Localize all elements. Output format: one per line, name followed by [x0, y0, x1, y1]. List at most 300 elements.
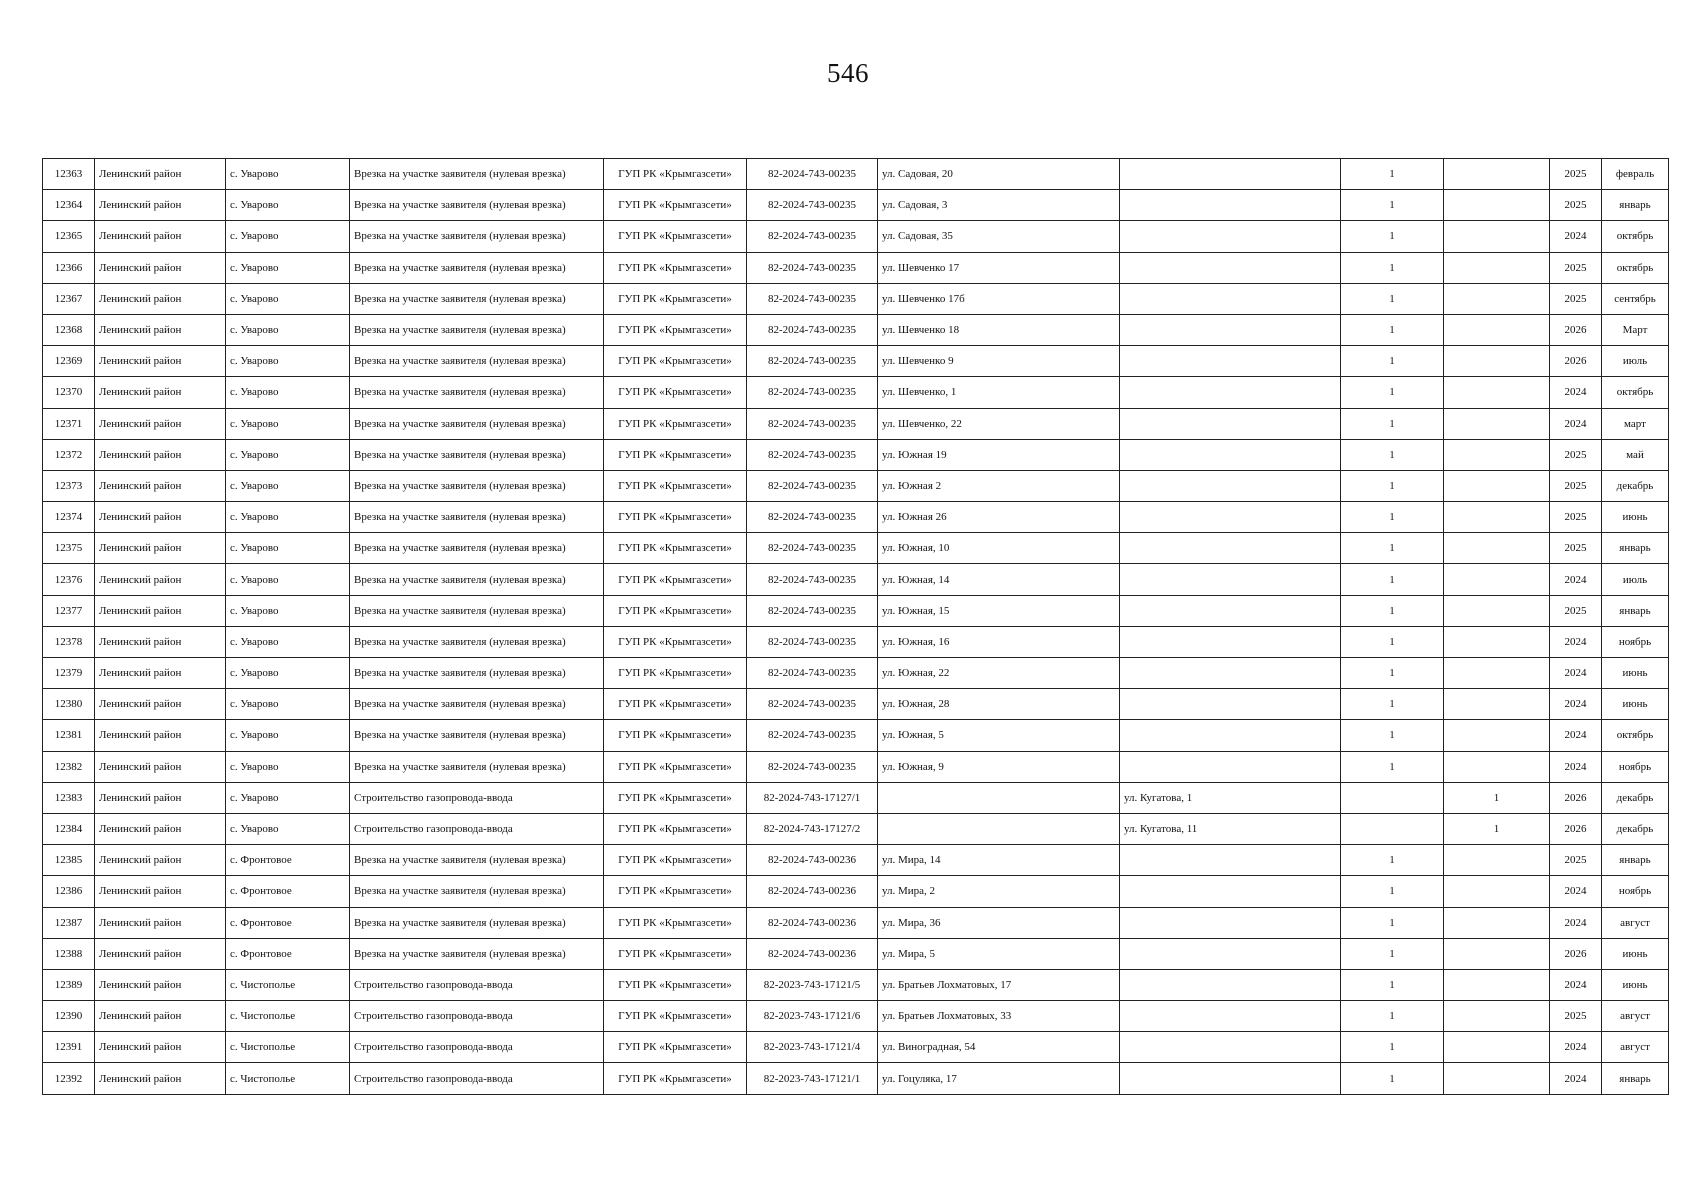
- registry-table: [42, 158, 1669, 1095]
- row-number: 12383: [43, 782, 95, 813]
- work-type-cell: Врезка на участке заявителя (нулевая врезка): [350, 938, 604, 969]
- address-cell: ул. Мира, 14: [878, 845, 1120, 876]
- row-number: 12388: [43, 938, 95, 969]
- table-row: [43, 751, 1669, 782]
- village-cell: с. Уварово: [226, 283, 350, 314]
- address-alt-cell: [1120, 159, 1341, 190]
- row-number: 12366: [43, 252, 95, 283]
- quantity-alt-cell: [1444, 190, 1550, 221]
- quantity-alt-cell: [1444, 907, 1550, 938]
- address-cell: ул. Садовая, 35: [878, 221, 1120, 252]
- program-code-cell: 82-2024-743-17127/2: [747, 813, 878, 844]
- year-cell: 2025: [1550, 439, 1602, 470]
- month-cell: июнь: [1602, 969, 1669, 1000]
- row-number: 12376: [43, 564, 95, 595]
- month-cell: ноябрь: [1602, 626, 1669, 657]
- address-cell: ул. Мира, 5: [878, 938, 1120, 969]
- program-code-cell: 82-2024-743-00236: [747, 876, 878, 907]
- month-cell: январь: [1602, 190, 1669, 221]
- quantity-cell: 1: [1341, 658, 1444, 689]
- row-number: 12378: [43, 626, 95, 657]
- work-type-cell: Врезка на участке заявителя (нулевая врезка): [350, 564, 604, 595]
- district-cell: Ленинский район: [95, 782, 226, 813]
- table-row: [43, 439, 1669, 470]
- quantity-alt-cell: [1444, 595, 1550, 626]
- address-cell: ул. Гоцуляка, 17: [878, 1063, 1120, 1094]
- address-alt-cell: [1120, 221, 1341, 252]
- program-code-cell: 82-2024-743-00235: [747, 658, 878, 689]
- row-number: 12384: [43, 813, 95, 844]
- address-cell: ул. Садовая, 20: [878, 159, 1120, 190]
- village-cell: с. Уварово: [226, 813, 350, 844]
- address-alt-cell: [1120, 190, 1341, 221]
- month-cell: январь: [1602, 533, 1669, 564]
- year-cell: 2025: [1550, 845, 1602, 876]
- year-cell: 2024: [1550, 564, 1602, 595]
- quantity-cell: 1: [1341, 159, 1444, 190]
- village-cell: с. Фронтовое: [226, 845, 350, 876]
- quantity-alt-cell: [1444, 533, 1550, 564]
- village-cell: с. Уварово: [226, 626, 350, 657]
- organization-cell: ГУП РК «Крымгазсети»: [604, 314, 747, 345]
- district-cell: Ленинский район: [95, 1032, 226, 1063]
- village-cell: с. Уварово: [226, 782, 350, 813]
- month-cell: декабрь: [1602, 470, 1669, 501]
- address-alt-cell: [1120, 283, 1341, 314]
- quantity-cell: 1: [1341, 720, 1444, 751]
- district-cell: Ленинский район: [95, 969, 226, 1000]
- table-row: [43, 876, 1669, 907]
- organization-cell: ГУП РК «Крымгазсети»: [604, 1032, 747, 1063]
- program-code-cell: 82-2024-743-00235: [747, 720, 878, 751]
- address-cell: [878, 782, 1120, 813]
- year-cell: 2026: [1550, 782, 1602, 813]
- work-type-cell: Строительство газопровода-ввода: [350, 813, 604, 844]
- quantity-cell: 1: [1341, 938, 1444, 969]
- address-cell: ул. Шевченко, 1: [878, 377, 1120, 408]
- district-cell: Ленинский район: [95, 689, 226, 720]
- year-cell: 2024: [1550, 408, 1602, 439]
- district-cell: Ленинский район: [95, 658, 226, 689]
- address-cell: ул. Южная, 14: [878, 564, 1120, 595]
- quantity-cell: 1: [1341, 1032, 1444, 1063]
- month-cell: июнь: [1602, 689, 1669, 720]
- address-cell: ул. Братьев Лохматовых, 17: [878, 969, 1120, 1000]
- address-alt-cell: [1120, 470, 1341, 501]
- organization-cell: ГУП РК «Крымгазсети»: [604, 969, 747, 1000]
- organization-cell: ГУП РК «Крымгазсети»: [604, 1063, 747, 1094]
- organization-cell: ГУП РК «Крымгазсети»: [604, 190, 747, 221]
- organization-cell: ГУП РК «Крымгазсети»: [604, 159, 747, 190]
- address-cell: ул. Мира, 2: [878, 876, 1120, 907]
- organization-cell: ГУП РК «Крымгазсети»: [604, 658, 747, 689]
- village-cell: с. Уварово: [226, 221, 350, 252]
- table-row: [43, 564, 1669, 595]
- district-cell: Ленинский район: [95, 283, 226, 314]
- quantity-alt-cell: [1444, 876, 1550, 907]
- address-cell: ул. Шевченко 9: [878, 346, 1120, 377]
- address-cell: ул. Южная, 28: [878, 689, 1120, 720]
- program-code-cell: 82-2024-743-00235: [747, 470, 878, 501]
- work-type-cell: Врезка на участке заявителя (нулевая врезка): [350, 346, 604, 377]
- month-cell: Март: [1602, 314, 1669, 345]
- year-cell: 2025: [1550, 470, 1602, 501]
- address-alt-cell: [1120, 907, 1341, 938]
- district-cell: Ленинский район: [95, 876, 226, 907]
- month-cell: июнь: [1602, 658, 1669, 689]
- work-type-cell: Врезка на участке заявителя (нулевая врезка): [350, 159, 604, 190]
- organization-cell: ГУП РК «Крымгазсети»: [604, 876, 747, 907]
- table-row: [43, 252, 1669, 283]
- row-number: 12364: [43, 190, 95, 221]
- organization-cell: ГУП РК «Крымгазсети»: [604, 845, 747, 876]
- work-type-cell: Врезка на участке заявителя (нулевая врезка): [350, 408, 604, 439]
- address-alt-cell: [1120, 1001, 1341, 1032]
- address-cell: ул. Южная, 16: [878, 626, 1120, 657]
- quantity-alt-cell: [1444, 346, 1550, 377]
- row-number: 12390: [43, 1001, 95, 1032]
- work-type-cell: Врезка на участке заявителя (нулевая врезка): [350, 221, 604, 252]
- program-code-cell: 82-2024-743-00235: [747, 502, 878, 533]
- village-cell: с. Уварово: [226, 658, 350, 689]
- address-alt-cell: [1120, 876, 1341, 907]
- table-row: [43, 813, 1669, 844]
- address-cell: ул. Шевченко 18: [878, 314, 1120, 345]
- quantity-cell: 1: [1341, 533, 1444, 564]
- quantity-alt-cell: [1444, 252, 1550, 283]
- district-cell: Ленинский район: [95, 1063, 226, 1094]
- program-code-cell: 82-2024-743-00235: [747, 533, 878, 564]
- row-number: 12380: [43, 689, 95, 720]
- quantity-cell: 1: [1341, 377, 1444, 408]
- table-row: [43, 502, 1669, 533]
- quantity-cell: 1: [1341, 595, 1444, 626]
- district-cell: Ленинский район: [95, 845, 226, 876]
- address-alt-cell: [1120, 564, 1341, 595]
- month-cell: июнь: [1602, 502, 1669, 533]
- organization-cell: ГУП РК «Крымгазсети»: [604, 720, 747, 751]
- row-number: 12369: [43, 346, 95, 377]
- quantity-alt-cell: [1444, 502, 1550, 533]
- program-code-cell: 82-2024-743-00236: [747, 907, 878, 938]
- organization-cell: ГУП РК «Крымгазсети»: [604, 377, 747, 408]
- work-type-cell: Врезка на участке заявителя (нулевая врезка): [350, 658, 604, 689]
- year-cell: 2024: [1550, 626, 1602, 657]
- village-cell: с. Уварово: [226, 502, 350, 533]
- row-number: 12391: [43, 1032, 95, 1063]
- address-alt-cell: ул. Кугатова, 11: [1120, 813, 1341, 844]
- quantity-cell: 1: [1341, 969, 1444, 1000]
- address-alt-cell: [1120, 439, 1341, 470]
- village-cell: с. Уварово: [226, 689, 350, 720]
- quantity-alt-cell: [1444, 439, 1550, 470]
- village-cell: с. Чистополье: [226, 1032, 350, 1063]
- organization-cell: ГУП РК «Крымгазсети»: [604, 907, 747, 938]
- table-row: [43, 408, 1669, 439]
- row-number: 12367: [43, 283, 95, 314]
- work-type-cell: Врезка на участке заявителя (нулевая врезка): [350, 377, 604, 408]
- program-code-cell: 82-2024-743-17127/1: [747, 782, 878, 813]
- month-cell: май: [1602, 439, 1669, 470]
- quantity-alt-cell: [1444, 564, 1550, 595]
- address-alt-cell: [1120, 626, 1341, 657]
- month-cell: ноябрь: [1602, 751, 1669, 782]
- month-cell: август: [1602, 907, 1669, 938]
- quantity-cell: 1: [1341, 190, 1444, 221]
- work-type-cell: Врезка на участке заявителя (нулевая врезка): [350, 439, 604, 470]
- address-cell: ул. Шевченко, 22: [878, 408, 1120, 439]
- quantity-cell: 1: [1341, 252, 1444, 283]
- quantity-alt-cell: 1: [1444, 782, 1550, 813]
- work-type-cell: Врезка на участке заявителя (нулевая врезка): [350, 502, 604, 533]
- quantity-alt-cell: [1444, 377, 1550, 408]
- program-code-cell: 82-2024-743-00235: [747, 689, 878, 720]
- district-cell: Ленинский район: [95, 720, 226, 751]
- village-cell: с. Уварово: [226, 314, 350, 345]
- organization-cell: ГУП РК «Крымгазсети»: [604, 564, 747, 595]
- month-cell: январь: [1602, 1063, 1669, 1094]
- month-cell: июнь: [1602, 938, 1669, 969]
- year-cell: 2025: [1550, 595, 1602, 626]
- month-cell: октябрь: [1602, 221, 1669, 252]
- year-cell: 2025: [1550, 1001, 1602, 1032]
- month-cell: июль: [1602, 346, 1669, 377]
- village-cell: с. Чистополье: [226, 1001, 350, 1032]
- work-type-cell: Врезка на участке заявителя (нулевая врезка): [350, 876, 604, 907]
- address-cell: ул. Южная, 22: [878, 658, 1120, 689]
- program-code-cell: 82-2024-743-00235: [747, 314, 878, 345]
- district-cell: Ленинский район: [95, 595, 226, 626]
- address-cell: ул. Южная, 15: [878, 595, 1120, 626]
- table-row: [43, 283, 1669, 314]
- quantity-cell: 1: [1341, 876, 1444, 907]
- program-code-cell: 82-2024-743-00235: [747, 190, 878, 221]
- row-number: 12392: [43, 1063, 95, 1094]
- quantity-alt-cell: [1444, 408, 1550, 439]
- district-cell: Ленинский район: [95, 907, 226, 938]
- row-number: 12389: [43, 969, 95, 1000]
- village-cell: с. Уварово: [226, 346, 350, 377]
- work-type-cell: Врезка на участке заявителя (нулевая врезка): [350, 689, 604, 720]
- table-row: [43, 626, 1669, 657]
- row-number: 12377: [43, 595, 95, 626]
- quantity-alt-cell: [1444, 221, 1550, 252]
- table-row: [43, 1001, 1669, 1032]
- month-cell: июль: [1602, 564, 1669, 595]
- work-type-cell: Врезка на участке заявителя (нулевая врезка): [350, 595, 604, 626]
- work-type-cell: Врезка на участке заявителя (нулевая врезка): [350, 751, 604, 782]
- district-cell: Ленинский район: [95, 377, 226, 408]
- month-cell: ноябрь: [1602, 876, 1669, 907]
- year-cell: 2025: [1550, 190, 1602, 221]
- address-cell: [878, 813, 1120, 844]
- program-code-cell: 82-2024-743-00235: [747, 252, 878, 283]
- address-alt-cell: [1120, 408, 1341, 439]
- quantity-cell: [1341, 782, 1444, 813]
- quantity-cell: 1: [1341, 751, 1444, 782]
- quantity-cell: 1: [1341, 221, 1444, 252]
- village-cell: с. Уварово: [226, 159, 350, 190]
- table-row: [43, 221, 1669, 252]
- quantity-alt-cell: [1444, 720, 1550, 751]
- village-cell: с. Фронтовое: [226, 907, 350, 938]
- organization-cell: ГУП РК «Крымгазсети»: [604, 1001, 747, 1032]
- program-code-cell: 82-2024-743-00235: [747, 159, 878, 190]
- quantity-cell: 1: [1341, 439, 1444, 470]
- organization-cell: ГУП РК «Крымгазсети»: [604, 408, 747, 439]
- district-cell: Ленинский район: [95, 252, 226, 283]
- work-type-cell: Строительство газопровода-ввода: [350, 969, 604, 1000]
- row-number: 12382: [43, 751, 95, 782]
- program-code-cell: 82-2024-743-00235: [747, 283, 878, 314]
- village-cell: с. Уварово: [226, 439, 350, 470]
- program-code-cell: 82-2023-743-17121/4: [747, 1032, 878, 1063]
- village-cell: с. Уварово: [226, 595, 350, 626]
- district-cell: Ленинский район: [95, 751, 226, 782]
- quantity-alt-cell: [1444, 1063, 1550, 1094]
- organization-cell: ГУП РК «Крымгазсети»: [604, 221, 747, 252]
- row-number: 12385: [43, 845, 95, 876]
- quantity-cell: 1: [1341, 283, 1444, 314]
- village-cell: с. Уварово: [226, 470, 350, 501]
- quantity-cell: 1: [1341, 1063, 1444, 1094]
- row-number: 12370: [43, 377, 95, 408]
- work-type-cell: Строительство газопровода-ввода: [350, 1001, 604, 1032]
- district-cell: Ленинский район: [95, 813, 226, 844]
- month-cell: август: [1602, 1032, 1669, 1063]
- month-cell: октябрь: [1602, 377, 1669, 408]
- month-cell: декабрь: [1602, 813, 1669, 844]
- quantity-cell: 1: [1341, 1001, 1444, 1032]
- table-row: [43, 658, 1669, 689]
- year-cell: 2025: [1550, 533, 1602, 564]
- work-type-cell: Врезка на участке заявителя (нулевая врезка): [350, 470, 604, 501]
- registry-body: [43, 159, 1669, 1095]
- table-row: [43, 689, 1669, 720]
- month-cell: октябрь: [1602, 252, 1669, 283]
- table-row: [43, 346, 1669, 377]
- address-alt-cell: [1120, 720, 1341, 751]
- year-cell: 2024: [1550, 720, 1602, 751]
- organization-cell: ГУП РК «Крымгазсети»: [604, 502, 747, 533]
- address-alt-cell: [1120, 533, 1341, 564]
- district-cell: Ленинский район: [95, 502, 226, 533]
- month-cell: январь: [1602, 845, 1669, 876]
- table-row: [43, 470, 1669, 501]
- address-cell: ул. Виноградная, 54: [878, 1032, 1120, 1063]
- quantity-cell: 1: [1341, 689, 1444, 720]
- address-cell: ул. Южная, 5: [878, 720, 1120, 751]
- program-code-cell: 82-2024-743-00235: [747, 408, 878, 439]
- quantity-alt-cell: 1: [1444, 813, 1550, 844]
- row-number: 12371: [43, 408, 95, 439]
- table-row: [43, 1063, 1669, 1094]
- village-cell: с. Чистополье: [226, 1063, 350, 1094]
- address-alt-cell: [1120, 502, 1341, 533]
- table-row: [43, 938, 1669, 969]
- program-code-cell: 82-2024-743-00235: [747, 377, 878, 408]
- year-cell: 2024: [1550, 751, 1602, 782]
- organization-cell: ГУП РК «Крымгазсети»: [604, 439, 747, 470]
- address-alt-cell: [1120, 969, 1341, 1000]
- row-number: 12365: [43, 221, 95, 252]
- organization-cell: ГУП РК «Крымгазсети»: [604, 283, 747, 314]
- row-number: 12373: [43, 470, 95, 501]
- address-cell: ул. Братьев Лохматовых, 33: [878, 1001, 1120, 1032]
- quantity-alt-cell: [1444, 689, 1550, 720]
- organization-cell: ГУП РК «Крымгазсети»: [604, 252, 747, 283]
- organization-cell: ГУП РК «Крымгазсети»: [604, 938, 747, 969]
- table-row: [43, 159, 1669, 190]
- village-cell: с. Фронтовое: [226, 938, 350, 969]
- quantity-alt-cell: [1444, 969, 1550, 1000]
- work-type-cell: Врезка на участке заявителя (нулевая врезка): [350, 314, 604, 345]
- village-cell: с. Уварово: [226, 751, 350, 782]
- quantity-cell: 1: [1341, 470, 1444, 501]
- address-cell: ул. Южная, 9: [878, 751, 1120, 782]
- district-cell: Ленинский район: [95, 314, 226, 345]
- program-code-cell: 82-2024-743-00236: [747, 938, 878, 969]
- organization-cell: ГУП РК «Крымгазсети»: [604, 346, 747, 377]
- district-cell: Ленинский район: [95, 1001, 226, 1032]
- table-row: [43, 845, 1669, 876]
- village-cell: с. Уварово: [226, 408, 350, 439]
- year-cell: 2024: [1550, 1063, 1602, 1094]
- address-alt-cell: [1120, 751, 1341, 782]
- address-alt-cell: [1120, 252, 1341, 283]
- address-cell: ул. Южная, 10: [878, 533, 1120, 564]
- table-row: [43, 190, 1669, 221]
- address-alt-cell: [1120, 1032, 1341, 1063]
- year-cell: 2026: [1550, 346, 1602, 377]
- year-cell: 2024: [1550, 658, 1602, 689]
- quantity-alt-cell: [1444, 283, 1550, 314]
- village-cell: с. Уварово: [226, 252, 350, 283]
- month-cell: август: [1602, 1001, 1669, 1032]
- quantity-cell: 1: [1341, 346, 1444, 377]
- work-type-cell: Врезка на участке заявителя (нулевая врезка): [350, 283, 604, 314]
- page-number: 546: [827, 58, 869, 88]
- district-cell: Ленинский район: [95, 190, 226, 221]
- quantity-alt-cell: [1444, 845, 1550, 876]
- work-type-cell: Врезка на участке заявителя (нулевая врезка): [350, 720, 604, 751]
- district-cell: Ленинский район: [95, 626, 226, 657]
- table-row: [43, 1032, 1669, 1063]
- work-type-cell: Строительство газопровода-ввода: [350, 782, 604, 813]
- work-type-cell: Врезка на участке заявителя (нулевая врезка): [350, 533, 604, 564]
- district-cell: Ленинский район: [95, 439, 226, 470]
- work-type-cell: Врезка на участке заявителя (нулевая врезка): [350, 252, 604, 283]
- program-code-cell: 82-2023-743-17121/6: [747, 1001, 878, 1032]
- address-alt-cell: [1120, 346, 1341, 377]
- quantity-cell: 1: [1341, 408, 1444, 439]
- year-cell: 2026: [1550, 938, 1602, 969]
- row-number: 12379: [43, 658, 95, 689]
- work-type-cell: Врезка на участке заявителя (нулевая врезка): [350, 190, 604, 221]
- address-alt-cell: [1120, 314, 1341, 345]
- address-cell: ул. Шевченко 17: [878, 252, 1120, 283]
- program-code-cell: 82-2024-743-00235: [747, 439, 878, 470]
- year-cell: 2024: [1550, 969, 1602, 1000]
- table-row: [43, 969, 1669, 1000]
- organization-cell: ГУП РК «Крымгазсети»: [604, 782, 747, 813]
- quantity-alt-cell: [1444, 938, 1550, 969]
- quantity-cell: 1: [1341, 845, 1444, 876]
- quantity-alt-cell: [1444, 658, 1550, 689]
- row-number: 12363: [43, 159, 95, 190]
- table-row: [43, 595, 1669, 626]
- row-number: 12387: [43, 907, 95, 938]
